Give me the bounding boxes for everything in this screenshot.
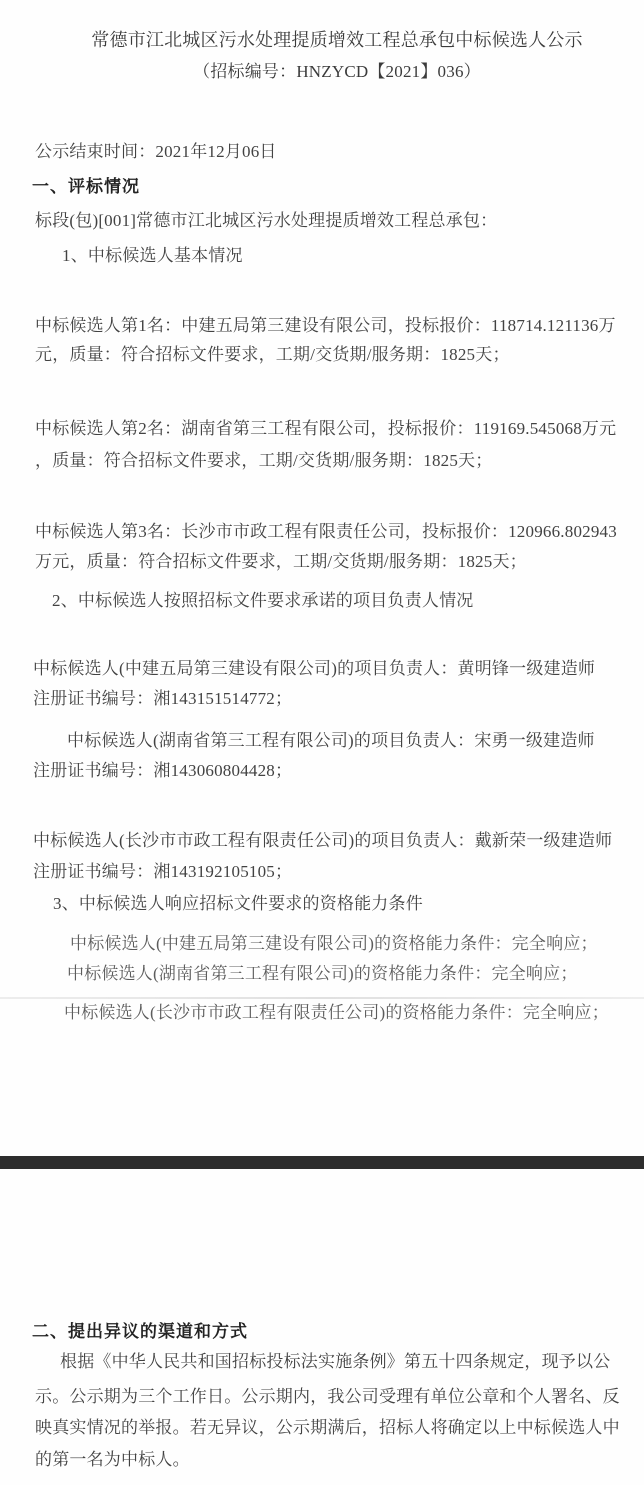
objection-paragraph-line-2: 示。公示期为三个工作日。公示期内，我公司受理有单位公章和个人署名、反: [35, 1387, 620, 1406]
publicity-end-time: 公示结束时间：2021年12月06日: [35, 142, 277, 161]
page-title: 常德市江北城区污水处理提质增效工程总承包中标候选人公示: [91, 30, 583, 50]
candidate-2-line-1: 中标候选人第2名：湖南省第三工程有限公司，投标报价：119169.545068万元: [35, 419, 617, 438]
tender-number-subtitle: （招标编号：HNZYCD【2021】036）: [193, 62, 481, 81]
candidate-3-line-1: 中标候选人第3名：长沙市市政工程有限责任公司，投标报价：120966.802943: [35, 522, 617, 541]
section-1-heading: 一、评标情况: [32, 177, 140, 196]
qualification-candidate-2: 中标候选人(湖南省第三工程有限公司)的资格能力条件：完全响应；: [67, 964, 578, 983]
scan-artifact-line: [0, 997, 644, 999]
item-2-heading: 2、中标候选人按照招标文件要求承诺的项目负责人情况: [52, 591, 474, 610]
objection-paragraph-line-4: 的第一名为中标人。: [35, 1450, 190, 1469]
candidate-1-line-1: 中标候选人第1名：中建五局第三建设有限公司，投标报价：118714.121136万: [35, 316, 616, 335]
candidate-2-line-2: ，质量：符合招标文件要求，工期/交货期/服务期：1825天；: [35, 451, 493, 470]
qualification-candidate-3: 中标候选人(长沙市市政工程有限责任公司)的资格能力条件：完全响应；: [64, 1003, 609, 1022]
bid-package-line: 标段(包)[001]常德市江北城区污水处理提质增效工程总承包：: [35, 211, 498, 230]
manager-2-line-1: 中标候选人(湖南省第三工程有限公司)的项目负责人：宋勇一级建造师: [67, 731, 595, 750]
item-1-heading: 1、中标候选人基本情况: [62, 246, 243, 265]
candidate-1-line-2: 元，质量：符合招标文件要求，工期/交货期/服务期：1825天；: [35, 345, 510, 364]
objection-paragraph-line-1: 根据《中华人民共和国招标投标法实施条例》第五十四条规定，现予以公: [60, 1352, 611, 1371]
manager-2-cert-number: 注册证书编号：湘143060804428；: [33, 761, 293, 780]
manager-1-cert-number: 注册证书编号：湘143151514772；: [33, 689, 293, 708]
section-2-heading: 二、提出异议的渠道和方式: [32, 1322, 248, 1341]
qualification-candidate-1: 中标候选人(中建五局第三建设有限公司)的资格能力条件：完全响应；: [70, 934, 598, 953]
page-break-bar: [0, 1156, 644, 1169]
manager-1-line-1: 中标候选人(中建五局第三建设有限公司)的项目负责人：黄明锋一级建造师: [33, 659, 596, 678]
objection-paragraph-line-3: 映真实情况的举报。若无异议，公示期满后，招标人将确定以上中标候选人中: [35, 1418, 620, 1437]
manager-3-line-1: 中标候选人(长沙市市政工程有限责任公司)的项目负责人：戴新荣一级建造师: [33, 831, 613, 850]
candidate-3-line-2: 万元，质量：符合招标文件要求，工期/交货期/服务期：1825天；: [35, 552, 527, 571]
item-3-heading: 3、中标候选人响应招标文件要求的资格能力条件: [53, 894, 423, 913]
manager-3-cert-number: 注册证书编号：湘143192105105；: [33, 862, 293, 881]
